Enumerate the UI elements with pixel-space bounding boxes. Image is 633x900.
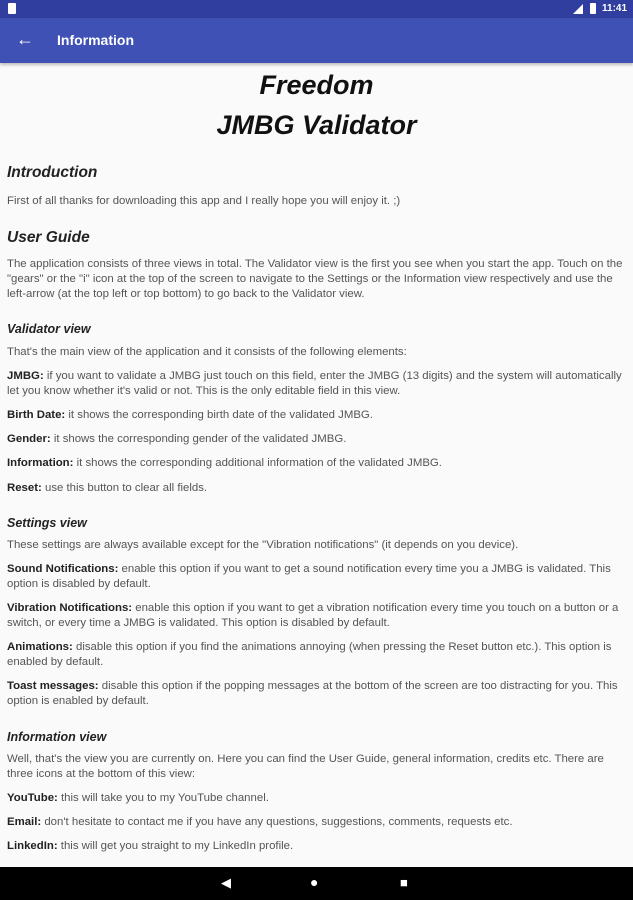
term: Information: (7, 457, 74, 469)
app-bar (0, 18, 633, 63)
user-guide-text: The application consists of three views in total. The Validator view is the first you see when you start the app. Touch on the "gears" or the "i" icon at the top of the screen to navigate to the Settings or the Information view respectively and use the left-arrow (at the top left or top bottom) to go back to the Validator view. (7, 258, 623, 300)
term: Reset: (7, 482, 42, 494)
description: don't hesitate to contact me if you have any questions, suggestions, comments, requests etc. (41, 816, 513, 828)
term: Animations: (7, 641, 73, 653)
list-item (7, 369, 629, 399)
information-view-heading: Information view (7, 730, 107, 744)
description: it shows the corresponding additional information of the validated JMBG. (73, 457, 442, 469)
description: it shows the corresponding gender of the validated JMBG. (50, 433, 347, 445)
list-item (7, 679, 629, 709)
back-triangle-icon[interactable]: ◀ (221, 875, 231, 890)
term: LinkedIn: (7, 840, 58, 852)
list-item (7, 839, 629, 854)
description: this will get you straight to my LinkedIn profile. (57, 840, 294, 852)
list-item (7, 432, 629, 447)
term: Email: (7, 816, 42, 828)
battery-icon (590, 3, 596, 14)
list-item (7, 601, 629, 631)
term: Gender: (7, 433, 51, 445)
navigation-bar (0, 867, 633, 900)
description: disable this option if the popping messages at the bottom of the screen are too distracting for you. This option is enabled by default. (7, 680, 618, 707)
validator-view-heading: Validator view (7, 322, 91, 336)
term: Sound Notifications: (7, 563, 119, 575)
recents-square-icon[interactable]: ■ (400, 875, 408, 890)
user-guide-heading: User Guide (7, 229, 90, 246)
term: Toast messages: (7, 680, 99, 692)
list-item (7, 640, 629, 670)
description: this will take you to my YouTube channel. (57, 792, 269, 804)
settings-view-heading: Settings view (7, 516, 87, 530)
list-item (7, 408, 629, 423)
page-title-line1: Freedom (259, 70, 374, 100)
description: enable this option if you want to get a vibration notification every time you touch on a button or a switch, or every time a JMBG is validated. This option is disabled by default. (7, 602, 619, 629)
description: use this button to clear all fields. (41, 482, 208, 494)
arrow-left-icon[interactable]: ← (16, 29, 34, 49)
description: enable this option if you want to get a sound notification every time you a JMBG is validated. This option is disabled by default. (7, 563, 611, 590)
signal-icon (573, 4, 583, 14)
description: disable this option if you find the animations annoying (when pressing the Reset button etc.). This option is enabled by default. (7, 641, 612, 668)
description: if you want to validate a JMBG just touch on this field, enter the JMBG (13 digits) and the system will automatically let you know whether it's valid or not. This is the only editable field in this view. (7, 370, 622, 397)
term: Vibration Notifications: (7, 602, 133, 614)
term: YouTube: (7, 792, 58, 804)
list-item (7, 562, 629, 592)
settings-view-intro: These settings are always available except for the "Vibration notifications" (it depends on you device). (7, 539, 519, 551)
list-item (7, 815, 629, 830)
description: it shows the corresponding birth date of the validated JMBG. (65, 409, 373, 421)
introduction-text: First of all thanks for downloading this app and I really hope you will enjoy it. ;) (7, 195, 401, 207)
status-bar (0, 0, 633, 18)
validator-view-intro: That's the main view of the application and it consists of the following elements: (7, 346, 407, 358)
status-time: 11:41 (602, 3, 628, 14)
term: Birth Date: (7, 409, 66, 421)
information-view-intro: Well, that's the view you are currently on. Here you can find the User Guide, general information, credits etc. There are three icons at the bottom of this view: (7, 753, 604, 780)
list-item (7, 481, 629, 496)
app-bar-title: Information (57, 32, 134, 48)
term: JMBG: (7, 370, 44, 382)
list-item (7, 456, 629, 471)
introduction-heading: Introduction (7, 164, 98, 181)
list-item (7, 791, 629, 806)
sd-card-icon (8, 3, 16, 14)
page-title-line2: JMBG Validator (216, 110, 417, 140)
home-circle-icon[interactable]: ● (310, 874, 319, 890)
